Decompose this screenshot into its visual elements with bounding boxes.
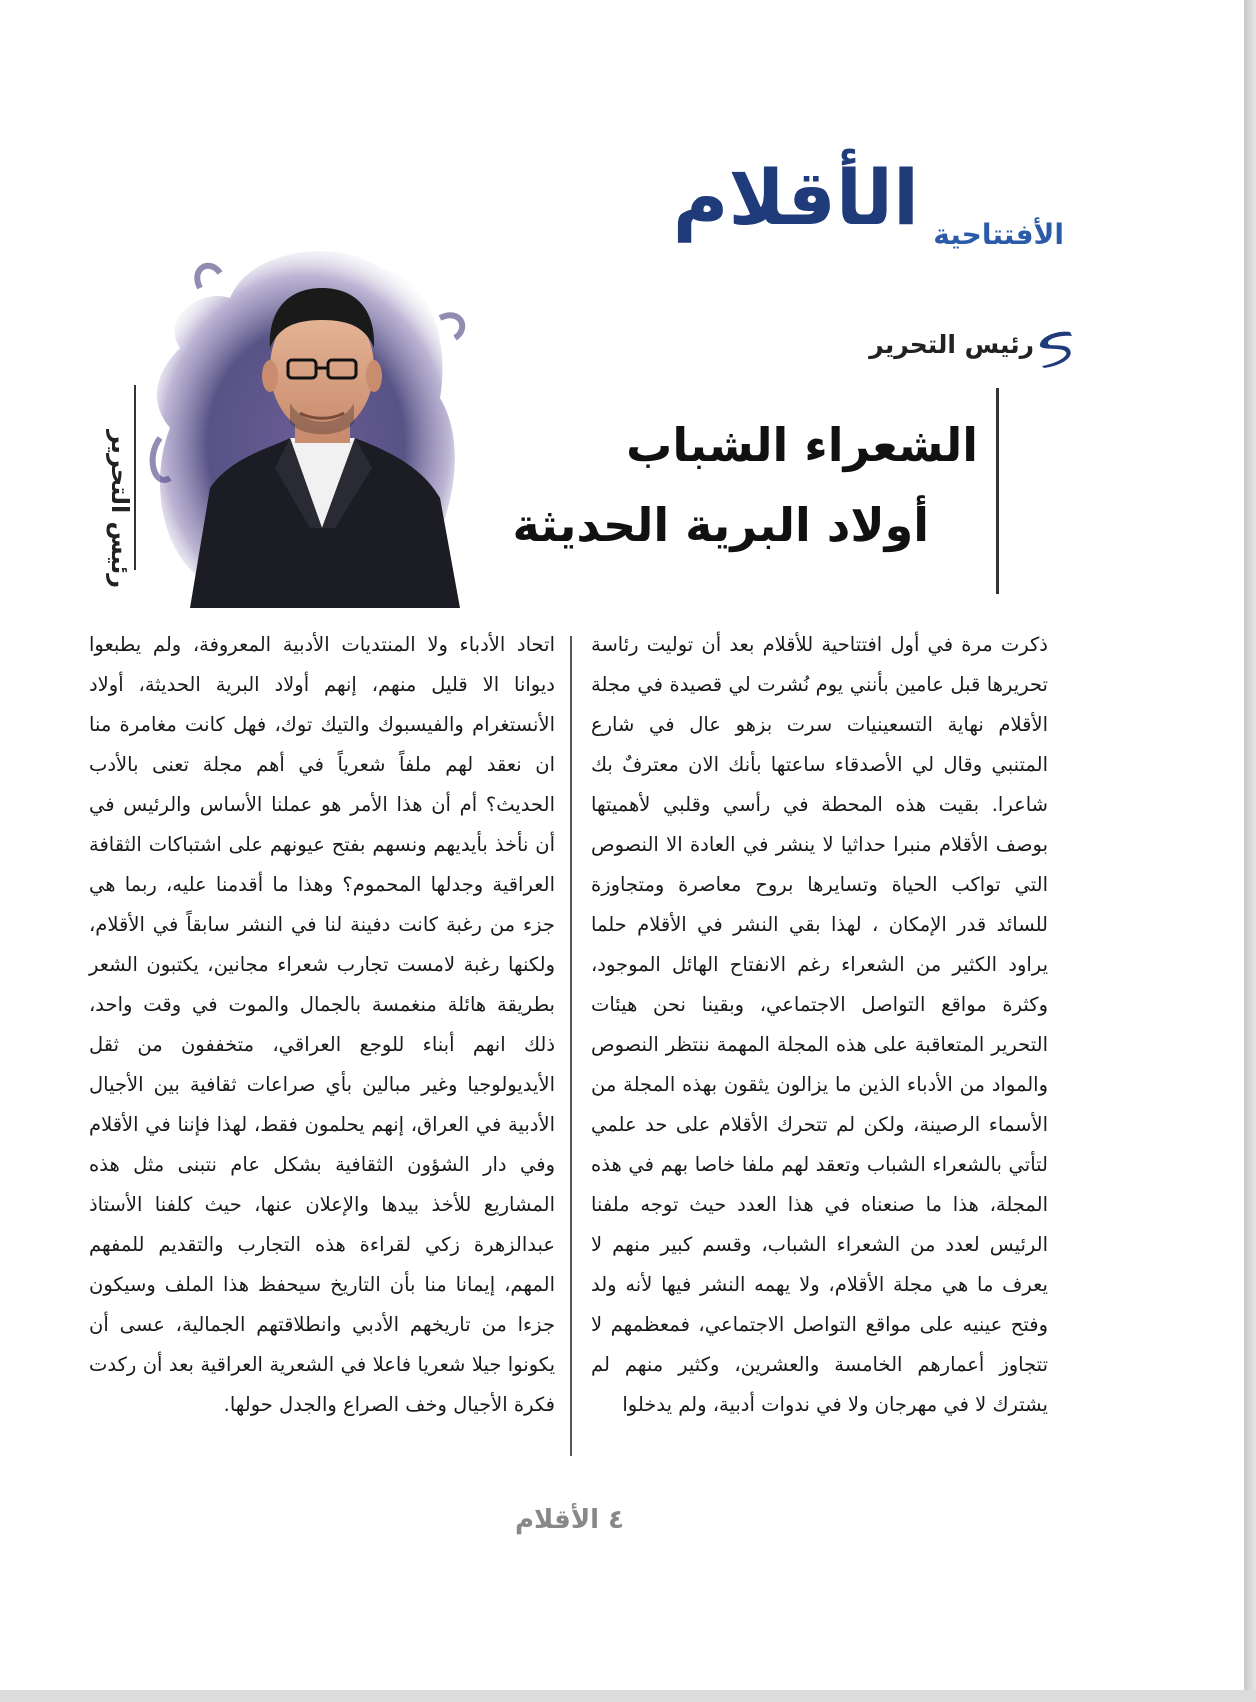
page-bottom-edge	[0, 1690, 1256, 1702]
article-column-left	[89, 625, 555, 1425]
editor-portrait-image	[140, 228, 480, 608]
page-footer	[515, 1505, 624, 1535]
vertical-caption-text: رئيس التحرير	[106, 430, 134, 589]
column-divider	[570, 636, 572, 1456]
article-text-left: اتحاد الأدباء ولا المنتديات الأدبية المعروفة، ولم يطبعوا ديوانا الا قليل منهم، إنهم أولاد البرية الحديثة، أولاد الأنستغرام والفيسبوك والتيك توك، فهل كانت مغامرة منا ان نعقد لهم ملفاً شعرياً في أهم مجلة تعنى بالأدب الحديث؟ أم أن هذا الأمر هو عملنا الأساس والرئيس في أن نأخذ بأيديهم ونسهم بفتح عيونهم على اشتباكات الثقافة العراقية وجدلها المحموم؟ وهذا ما أقدمنا عليه، ربما هي جزء من رغبة كانت دفينة لنا في النشر سابقاً في الأقلام، ولكنها رغبة لامست تجارب شعراء مجانين، يكتبون الشعر بطريقة هائلة منغمسة بالجمال والموت في وقت واحد، ذلك انهم أبناء للوجع العراقي، متخففون من ثقل الأيديولوجيا وغير مبالين بأي صراعات ثقافية بين الأجيال الأدبية في العراق، إنهم يحلمون فقط، لهذا فإننا في الأقلام وفي دار الشؤون الثقافية بشكل عام نتبنى مثل هذه المشاريع للأخذ بيدها والإعلان عنها، حيث كلفنا الأستاذ عبدالزهرة زكي لقراءة هذه التجارب والتقديم للمفهم المهم، إيمانا منا بأن التاريخ سيحفظ هذا الملف وسيكون جزءا من تاريخهم الأدبي وانطلاقتهم الجمالية، عسى أن يكونوا جيلا شعريا فاعلا في الشعرية العراقية بعد أن ركدت فكرة الأجيال وخف الصراع والجدل حولها.	[89, 633, 555, 1416]
section-label: الأفتتاحية	[933, 218, 1064, 251]
footer-logo: الأقلام	[515, 1505, 600, 1535]
page-edge-shadow	[1244, 0, 1256, 1702]
masthead	[672, 153, 1064, 270]
brush-stroke-icon	[1032, 326, 1076, 370]
article-text-right: ذكرت مرة في أول افتتاحية للأقلام بعد أن توليت رئاسة تحريرها قبل عامين بأنني يوم نُشرت لي قصيدة في مجلة الأقلام نهاية التسعينيات سرت بزهو عال في شارع المتنبي وقال لي الأصدقاء ساعتها بأنك الان معترفٌ بك شاعرا. بقيت هذه المحطة في رأسي وقلبي لأهميتها بوصف الأقلام منبرا حداثيا لا ينشر في العادة الا النصوص التي تواكب الحياة وتسايرها بروح معاصرة ومتجاوزة للسائد قدر الإمكان ، لهذا بقي النشر في الأقلام حلما يراود الكثير من الشعراء رغم الانفتاح الهائل الموجود، وكثرة مواقع التواصل الاجتماعي، وبقينا نحن هيئات التحرير المتعاقبة على هذه المجلة المهمة ننتظر النصوص والمواد من الأدباء الذين ما يزالون يثقون بهذه المجلة من الأسماء الرصينة، ولكن لم تتحرك الأقلام على حد علمي لتأتي بالشعراء الشباب وتعقد لهم ملفا خاصا بهم في هذه المجلة، هذا ما صنعناه في هذا العدد حيث توجه ملفنا الرئيس لعدد من الشعراء الشباب، وقسم كبير منهم لا يعرف ما هي مجلة الأقلام، ولا يهمه النشر فيها لأنه ولد وفتح عينيه على مواقع التواصل الاجتماعي، فمعظمهم لا تتجاوز أعمارهم الخامسة والعشرين، وكثير منهم لم يشترك لا في مهرجان ولا في ندوات أدبية، ولم يدخلوا	[591, 633, 1048, 1416]
article-title-line1: الشعراء الشباب	[626, 418, 978, 472]
page-number: ٤	[608, 1505, 625, 1535]
article-column-right	[591, 625, 1048, 1425]
vertical-caption	[86, 430, 146, 589]
byline-label: رئيس التحرير	[869, 330, 1034, 359]
magazine-logo: الأقلام	[672, 153, 919, 242]
title-divider	[996, 388, 999, 594]
article-title-line2: أولاد البرية الحديثة	[512, 498, 929, 552]
